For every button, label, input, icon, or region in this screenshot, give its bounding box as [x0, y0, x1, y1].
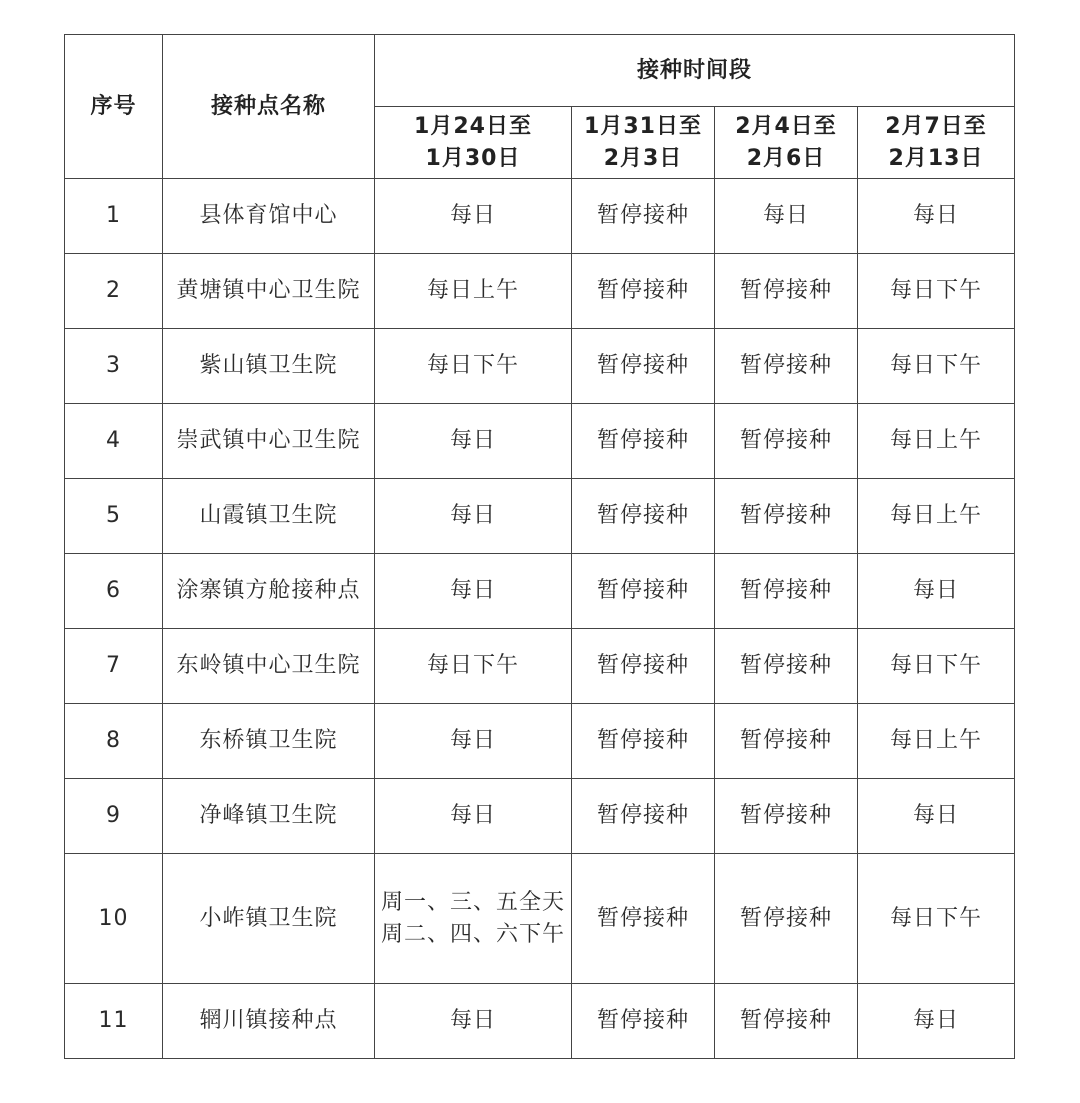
table-row	[65, 329, 1015, 404]
table-row	[65, 179, 1015, 254]
cell-index: 4	[65, 404, 163, 479]
table-row	[65, 254, 1015, 329]
cell-period-3: 暂停接种	[715, 554, 858, 629]
cell-period-3: 暂停接种	[715, 704, 858, 779]
header-period-3-line-2: 2月6日	[746, 145, 826, 171]
cell-site-name: 县体育馆中心	[163, 179, 375, 254]
cell-period-1	[375, 854, 572, 984]
cell-period-1: 每日下午	[375, 629, 572, 704]
cell-period-4: 每日下午	[858, 329, 1015, 404]
cell-index: 8	[65, 704, 163, 779]
cell-period-1-line-2: 周二、四、六下午	[381, 921, 566, 947]
cell-period-2: 暂停接种	[572, 254, 715, 329]
cell-period-3: 暂停接种	[715, 984, 858, 1059]
cell-period-1: 每日下午	[375, 329, 572, 404]
cell-period-4: 每日上午	[858, 404, 1015, 479]
cell-period-4: 每日	[858, 554, 1015, 629]
cell-period-4: 每日	[858, 779, 1015, 854]
cell-site-name: 涂寨镇方舱接种点	[163, 554, 375, 629]
table-row	[65, 479, 1015, 554]
cell-period-4: 每日下午	[858, 629, 1015, 704]
header-period-2	[572, 107, 715, 179]
cell-index: 5	[65, 479, 163, 554]
cell-period-3: 暂停接种	[715, 629, 858, 704]
header-time-period-group: 接种时间段	[375, 35, 1015, 107]
header-period-4-line-2: 2月13日	[888, 145, 984, 171]
header-period-4	[858, 107, 1015, 179]
cell-period-2: 暂停接种	[572, 704, 715, 779]
cell-period-3: 暂停接种	[715, 479, 858, 554]
cell-period-1: 每日	[375, 404, 572, 479]
table-row	[65, 629, 1015, 704]
cell-period-2: 暂停接种	[572, 479, 715, 554]
cell-index: 10	[65, 854, 163, 984]
cell-period-3: 暂停接种	[715, 329, 858, 404]
cell-period-2: 暂停接种	[572, 629, 715, 704]
cell-site-name: 小岞镇卫生院	[163, 854, 375, 984]
cell-index: 6	[65, 554, 163, 629]
header-row-group	[65, 35, 1015, 107]
cell-period-4: 每日上午	[858, 704, 1015, 779]
cell-period-4: 每日下午	[858, 254, 1015, 329]
cell-period-2: 暂停接种	[572, 404, 715, 479]
header-period-1-line-1: 1月24日至	[414, 113, 532, 139]
cell-site-name: 黄塘镇中心卫生院	[163, 254, 375, 329]
cell-index: 1	[65, 179, 163, 254]
cell-period-2: 暂停接种	[572, 179, 715, 254]
header-period-4-line-1: 2月7日至	[885, 113, 987, 139]
table-row	[65, 554, 1015, 629]
cell-site-name: 辋川镇接种点	[163, 984, 375, 1059]
table-row	[65, 984, 1015, 1059]
table-row	[65, 854, 1015, 984]
cell-period-4: 每日	[858, 984, 1015, 1059]
cell-period-2: 暂停接种	[572, 854, 715, 984]
cell-site-name: 紫山镇卫生院	[163, 329, 375, 404]
cell-index: 11	[65, 984, 163, 1059]
cell-period-2: 暂停接种	[572, 329, 715, 404]
cell-period-1: 每日	[375, 179, 572, 254]
cell-period-1: 每日	[375, 704, 572, 779]
table-row	[65, 704, 1015, 779]
header-period-2-line-1: 1月31日至	[584, 113, 702, 139]
cell-index: 3	[65, 329, 163, 404]
cell-period-4: 每日上午	[858, 479, 1015, 554]
cell-period-3: 暂停接种	[715, 254, 858, 329]
header-period-1	[375, 107, 572, 179]
cell-site-name: 东桥镇卫生院	[163, 704, 375, 779]
cell-site-name: 净峰镇卫生院	[163, 779, 375, 854]
cell-period-1: 每日	[375, 779, 572, 854]
table-row	[65, 779, 1015, 854]
header-period-3	[715, 107, 858, 179]
cell-index: 2	[65, 254, 163, 329]
header-index: 序号	[65, 35, 163, 179]
cell-period-1: 每日上午	[375, 254, 572, 329]
vaccination-schedule-table	[64, 34, 1015, 1059]
header-period-2-line-2: 2月3日	[603, 145, 683, 171]
cell-site-name: 东岭镇中心卫生院	[163, 629, 375, 704]
header-period-3-line-1: 2月4日至	[735, 113, 837, 139]
cell-period-3: 每日	[715, 179, 858, 254]
cell-site-name: 崇武镇中心卫生院	[163, 404, 375, 479]
cell-period-2: 暂停接种	[572, 779, 715, 854]
cell-period-1: 每日	[375, 554, 572, 629]
cell-period-3: 暂停接种	[715, 779, 858, 854]
cell-period-2: 暂停接种	[572, 554, 715, 629]
cell-period-2: 暂停接种	[572, 984, 715, 1059]
cell-period-4: 每日下午	[858, 854, 1015, 984]
cell-index: 9	[65, 779, 163, 854]
cell-period-1: 每日	[375, 479, 572, 554]
cell-site-name: 山霞镇卫生院	[163, 479, 375, 554]
cell-index: 7	[65, 629, 163, 704]
cell-period-1-line-1: 周一、三、五全天	[381, 889, 566, 915]
table-row	[65, 404, 1015, 479]
cell-period-3: 暂停接种	[715, 404, 858, 479]
cell-period-4: 每日	[858, 179, 1015, 254]
header-period-1-line-2: 1月30日	[425, 145, 521, 171]
header-site-name: 接种点名称	[163, 35, 375, 179]
cell-period-1: 每日	[375, 984, 572, 1059]
cell-period-3: 暂停接种	[715, 854, 858, 984]
